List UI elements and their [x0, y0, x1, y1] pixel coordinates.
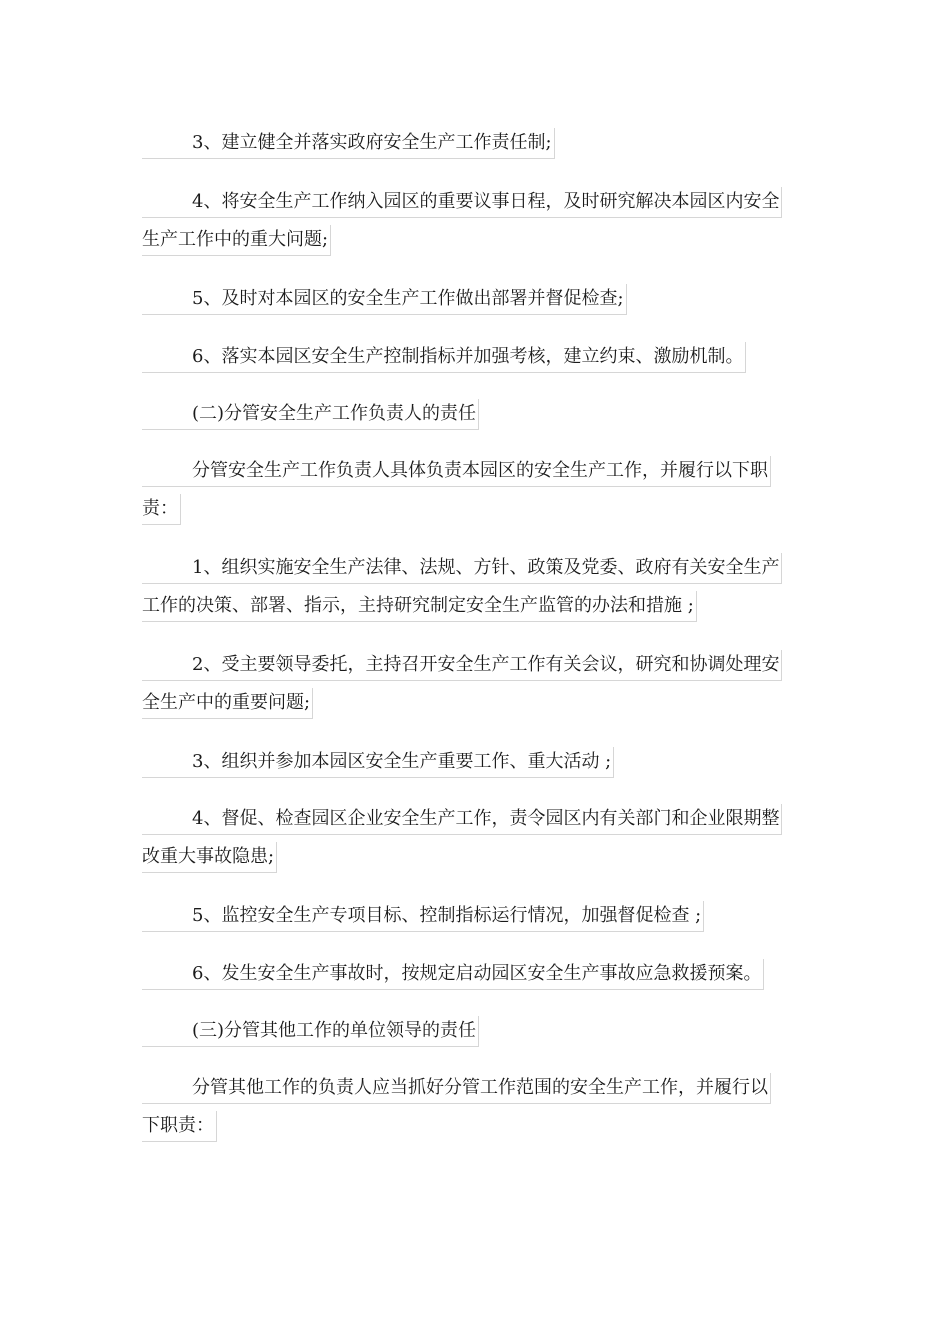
paragraph-12 [142, 1069, 806, 1145]
paragraph-7 [142, 646, 806, 722]
section-heading-2 [142, 395, 806, 433]
paragraph-line: 4、将安全生产工作纳入园区的重要议事日程，及时研究解决本园区内安全 [142, 187, 782, 218]
paragraph-line: 全生产中的重要问题; [142, 688, 313, 719]
paragraph-2 [142, 183, 806, 259]
paragraph-8 [142, 743, 806, 781]
paragraph-line: 改重大事故隐患; [142, 842, 277, 873]
paragraph-line: 工作的决策、部署、指示，主持研究制定安全生产监管的办法和措施 ; [142, 591, 697, 622]
paragraph-line: 生产工作中的重大问题; [142, 225, 331, 256]
paragraph-line: 分管安全生产工作负责人具体负责本园区的安全生产工作，并履行以下职 [142, 456, 771, 487]
paragraph-line: 责： [142, 494, 181, 525]
paragraph-line: 3、组织并参加本园区安全生产重要工作、重大活动 ; [142, 747, 614, 778]
paragraph-line: 5、监控安全生产专项目标、控制指标运行情况，加强督促检查 ; [142, 901, 704, 932]
paragraph-5 [142, 452, 806, 528]
paragraph-1 [142, 124, 806, 162]
paragraph-line: 4、督促、检查园区企业安全生产工作，责令园区内有关部门和企业限期整 [142, 804, 782, 835]
paragraph-line: 1、组织实施安全生产法律、法规、方针、政策及党委、政府有关安全生产 [142, 553, 782, 584]
paragraph-line: 6、落实本园区安全生产控制指标并加强考核，建立约束、激励机制。 [142, 342, 746, 373]
paragraph-line: 6、发生安全生产事故时，按规定启动园区安全生产事故应急救援预案。 [142, 959, 764, 990]
paragraph-line: 5、及时对本园区的安全生产工作做出部署并督促检查; [142, 284, 627, 315]
section-heading: (二)分管安全生产工作负责人的责任 [142, 399, 479, 430]
paragraph-9 [142, 800, 806, 876]
paragraph-11 [142, 955, 806, 993]
section-heading-3 [142, 1012, 806, 1050]
section-heading: (三)分管其他工作的单位领导的责任 [142, 1016, 479, 1047]
paragraph-4 [142, 338, 806, 376]
paragraph-line: 3、建立健全并落实政府安全生产工作责任制; [142, 128, 555, 159]
paragraph-line: 分管其他工作的负责人应当抓好分管工作范围的安全生产工作，并履行以 [142, 1073, 771, 1104]
paragraph-line: 下职责： [142, 1111, 217, 1142]
paragraph-10 [142, 897, 806, 935]
paragraph-6 [142, 549, 806, 625]
paragraph-line: 2、受主要领导委托，主持召开安全生产工作有关会议，研究和协调处理安 [142, 650, 782, 681]
paragraph-3 [142, 280, 806, 318]
